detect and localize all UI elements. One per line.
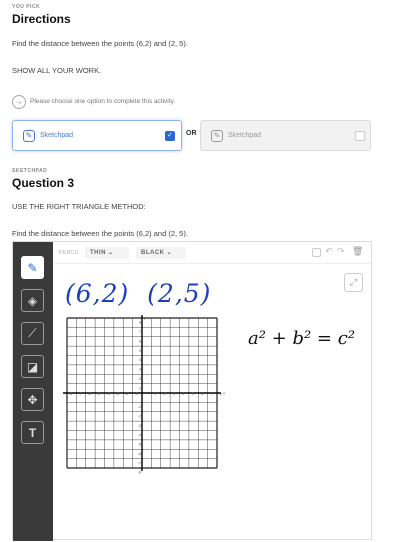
x-tick-label: 6 — [200, 392, 203, 396]
directions-instruction: SHOW ALL YOUR WORK. — [12, 66, 102, 75]
color-value: BLACK — [141, 250, 165, 256]
line-icon[interactable]: ⟋ — [21, 322, 44, 345]
pythagorean-formula: a² + b² = c² — [248, 328, 356, 349]
y-tick-label: -2 — [137, 414, 141, 419]
y-tick-label: 2 — [139, 376, 141, 381]
x-tick-label: 1 — [154, 392, 157, 396]
option-sketchpad-2[interactable] — [200, 120, 371, 151]
y-tick-label: 6 — [139, 339, 141, 344]
y-tick-label: -1 — [137, 405, 141, 410]
y-tick-label: 8 — [139, 320, 141, 325]
x-tick-label: -6 — [87, 392, 92, 396]
option-sketchpad-1[interactable] — [12, 120, 182, 151]
y-tick-label: 4 — [139, 358, 141, 363]
undo-icon[interactable]: ↶ — [325, 246, 333, 256]
y-tick-label: 3 — [139, 367, 141, 372]
choose-prompt: Please choose one option to complete this activity. — [30, 98, 176, 105]
y-tick-label: -7 — [137, 461, 141, 466]
y-tick-label: 1 — [139, 386, 141, 391]
thickness-select[interactable] — [85, 247, 129, 259]
thickness-value: THIN — [90, 250, 106, 256]
x-tick-label: -3 — [115, 392, 120, 396]
directions-text: Find the distance between the points (6,2) and (2, 5). — [12, 39, 188, 48]
trash-icon[interactable]: 🗑 — [352, 246, 364, 256]
sketchpad-icon: ✎ — [23, 130, 35, 142]
directions-eyebrow: YOU PICK — [12, 4, 41, 10]
y-tick-label: -8 — [137, 470, 141, 475]
x-tick-label: 5 — [191, 392, 194, 396]
x-tick-label: -4 — [106, 392, 110, 396]
eraser-icon[interactable]: ◪ — [21, 355, 44, 378]
arrow-right-icon: → — [12, 95, 26, 109]
x-tick-label: 4 — [182, 392, 185, 396]
x-tick-label: 2 — [163, 392, 166, 396]
x-axis-label: x — [223, 390, 225, 396]
y-tick-label: 5 — [139, 348, 141, 353]
chevron-down-icon: ⌄ — [166, 250, 173, 256]
sketchpad-icon: ✎ — [211, 130, 223, 142]
y-tick-label: -6 — [137, 451, 141, 456]
x-tick-label: 3 — [172, 392, 175, 396]
tool-label: PENCIL — [59, 250, 81, 256]
y-tick-label: -5 — [137, 442, 141, 447]
question-text: Find the distance between the points (6,2) and (2, 5). — [12, 229, 188, 238]
question-instruction: USE THE RIGHT TRIANGLE METHOD: — [12, 202, 146, 211]
x-tick-label: -1 — [134, 392, 138, 396]
expand-icon[interactable]: ⤢ — [344, 273, 363, 292]
options-bar — [53, 242, 371, 264]
question-eyebrow: SKETCHPAD — [12, 168, 48, 174]
option-label: Sketchpad — [40, 132, 74, 139]
option-label: Sketchpad — [228, 132, 262, 139]
x-tick-label: -8 — [69, 392, 73, 396]
y-axis-label: y — [144, 315, 146, 320]
checkbox-checked[interactable]: ✓ — [165, 131, 175, 141]
question-title: Question 3 — [12, 176, 75, 190]
checkbox-unchecked[interactable] — [355, 131, 365, 141]
sketchpad[interactable] — [12, 241, 372, 540]
x-tick-label: -5 — [97, 392, 101, 396]
pencil-icon[interactable]: ✎ — [21, 256, 44, 279]
handwritten-points: (6,2) (2,5) — [65, 279, 212, 308]
or-label: OR — [186, 130, 197, 137]
text-icon[interactable]: T — [21, 421, 44, 444]
x-tick-label: 8 — [219, 392, 222, 396]
coordinate-grid — [63, 314, 223, 474]
shapes-icon[interactable]: ◈ — [21, 289, 44, 312]
y-tick-label: -4 — [137, 433, 141, 438]
tool-panel — [13, 242, 53, 541]
x-tick-label: -2 — [125, 392, 129, 396]
move-icon[interactable]: ✥ — [21, 388, 44, 411]
color-select[interactable] — [136, 247, 186, 259]
x-tick-label: 7 — [210, 392, 213, 396]
x-tick-label: -7 — [78, 392, 82, 396]
y-tick-label: 7 — [139, 330, 141, 335]
chevron-down-icon: ⌄ — [108, 250, 114, 256]
y-tick-label: -3 — [137, 423, 141, 428]
color-swatch[interactable] — [312, 248, 321, 257]
redo-icon[interactable]: ↷ — [337, 246, 345, 256]
directions-title: Directions — [12, 12, 71, 26]
